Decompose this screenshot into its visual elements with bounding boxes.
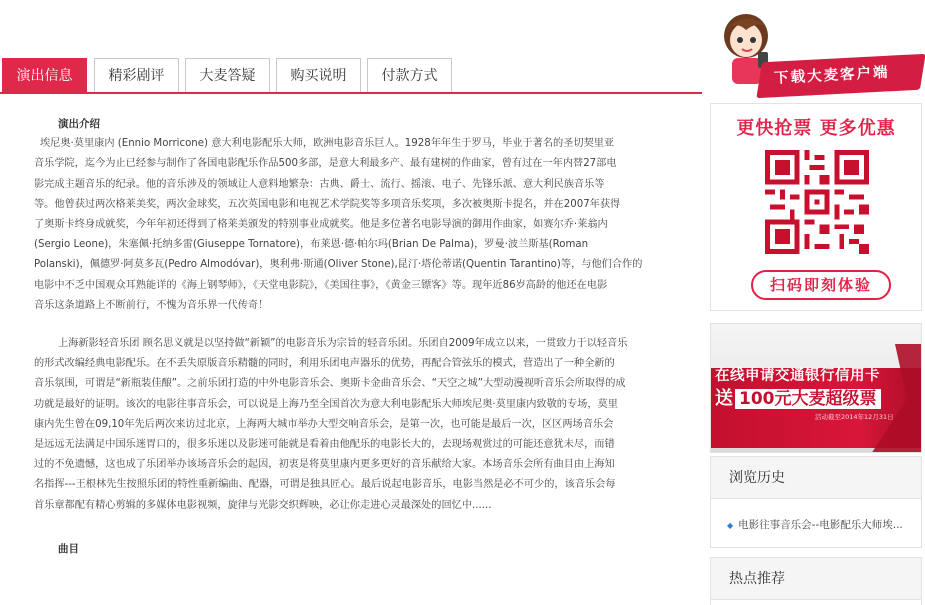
intro-line: 音乐这条道路上不断前行，不愧为音乐界一代传奇！ (34, 299, 269, 311)
orchestra-line: 名指挥---王根林先生按照乐团的特性重新编曲、配器，可谓是独具匠心。最后说起电影音乐，电影当然是必不可少的，该音乐会每 (34, 479, 616, 491)
intro-line: 了奥斯卡终身成就奖，今年年初还得到了格莱美颁发的特别事业成就奖。他是多位著名电影导演的御用作曲家，如赛尔乔·莱翁内 (34, 219, 608, 231)
orchestra-line: 上海新影轻音乐团 顾名思义就是以坚持做“新颖”的电影音乐为宗旨的轻音乐团。乐团自2009年成立以来，一贯致力于以轻音乐 (58, 338, 628, 350)
hot-title: 热点推荐 (711, 558, 921, 600)
card-promo-highlight: 100元大麦超级票 (735, 389, 881, 409)
tab-show-info[interactable]: 演出信息 (2, 58, 87, 94)
qr-slogan: 更快抢票 更多优惠 (736, 118, 896, 139)
orchestra-paragraph (34, 334, 664, 516)
bullet-icon: ◆ (727, 521, 734, 530)
card-promo-prefix: 送 (715, 388, 733, 409)
orchestra-line: 功就是最好的证明。该次的电影往事音乐会，可以说是上海乃至全国首次为意大利电影配乐大师埃尼奥·莫里康内致敬的专场，莫里 (34, 398, 618, 410)
intro-line: 电影中不乏中国观众耳熟能详的《海上钢琴师》，《天堂电影院》，《美国往事》，《黄金三镖客》等。现年近86岁高龄的他还在电影 (34, 279, 608, 291)
right-sidebar (710, 0, 925, 605)
tab-bar (0, 58, 702, 94)
intro-line: (Sergio Leone)，朱塞佩·托纳多雷(Giuseppe Tornatore)，布莱恩·德·帕尔玛(Brian De Palma)，罗曼·波兰斯基(Roman (34, 239, 589, 251)
tab-underline (0, 92, 702, 94)
scan-qr-button[interactable]: 扫码即刻体验 (751, 270, 891, 300)
orchestra-line: 的形式改编经典电影配乐。在不丢失原版音乐精髓的同时，利用乐团电声器乐的优势，再配合管弦乐的模式，营造出了一种全新的 (34, 358, 615, 370)
hot-recommend-panel (710, 557, 922, 605)
orchestra-line: 过的不免遗憾，这也成了乐团举办该场音乐会的起因，初衷是将莫里康内更多更好的音乐献给大家。本场音乐会所有曲目由上海知 (34, 459, 615, 471)
credit-card-promo-banner[interactable] (710, 323, 922, 453)
orchestra-line: 音乐氛围，可谓是“新瓶装佳酿”。之前乐团打造的中外电影音乐会、奥斯卡金曲音乐会、“天空之城”大型动漫视听音乐会所取得的成 (34, 378, 626, 390)
tracks-title: 曲目 (58, 542, 79, 555)
history-item[interactable] (727, 517, 903, 532)
tab-payment[interactable]: 付款方式 (367, 58, 452, 93)
history-item-label: 电影往事音乐会--电影配乐大师埃... (738, 519, 903, 531)
intro-title: 演出介绍 (58, 118, 100, 130)
orchestra-line: 是远远无法满足中国乐迷胃口的，很多乐迷以及影迷可能就是看着由他配乐的电影长大的，去现场观赏过的可能还意犹未尽，而错 (34, 439, 615, 451)
orchestra-line: 首乐章都配有精心剪辑的多媒体电影视频，旋律与光影交织辉映，必让你走进心灵最深处的回忆中...... (34, 499, 492, 511)
card-promo-line2 (715, 384, 881, 410)
card-promo-deadline: 活动截至2014年12月31日 (815, 413, 894, 421)
intro-line: 等。他曾获过两次格莱美奖，两次金球奖，五次英国电影和电视艺术学院奖等多项音乐奖项，多次被奥斯卡提名，并在2007年获得 (34, 198, 621, 210)
tab-faq[interactable]: 大麦答疑 (185, 58, 270, 93)
tab-purchase-info[interactable]: 购买说明 (276, 58, 361, 93)
intro-line: 埃尼奥·莫里康内 (Ennio Morricone) 意大利电影配乐大师，欧洲电影音乐巨人。1928年年生于罗马，毕业于著名的圣切契里亚 (40, 138, 615, 150)
card-promo-line1: 在线申请交通银行信用卡 (715, 368, 880, 384)
intro-line: Polanski)，佩德罗·阿莫多瓦(Pedro Almodóvar)，奥利弗·斯通(Oliver Stone),昆汀·塔伦蒂诺(Quentin Tarantino)等，与他们合作的 (34, 259, 643, 271)
tab-reviews[interactable]: 精彩剧评 (94, 58, 179, 93)
download-app-text: 下载大麦客户端 (773, 64, 890, 87)
browse-history-panel (710, 456, 922, 548)
qr-promo-box (710, 103, 922, 311)
orchestra-line: 康内先生曾在09,10年先后两次来访过北京，上海两大城市举办大型交响音乐会，是第一次，也可能是最后一次，区区两场音乐会 (34, 418, 614, 430)
show-info-content (34, 114, 664, 559)
qr-code-icon (765, 150, 869, 254)
intro-paragraph (34, 134, 664, 316)
intro-line: 音乐学院，迄今为止已经参与制作了各国电影配乐作品500多部，是意大利最多产、最有建树的作曲家，曾有过在一年内替27部电 (34, 158, 617, 170)
download-app-banner[interactable] (710, 0, 925, 100)
intro-line: 影完成主题音乐的纪录。他的音乐涉及的领域让人意料地繁杂：古典、爵士、流行、摇滚、电子、先锋乐派、意大利民族音乐等 (34, 178, 605, 190)
history-title: 浏览历史 (711, 457, 921, 499)
